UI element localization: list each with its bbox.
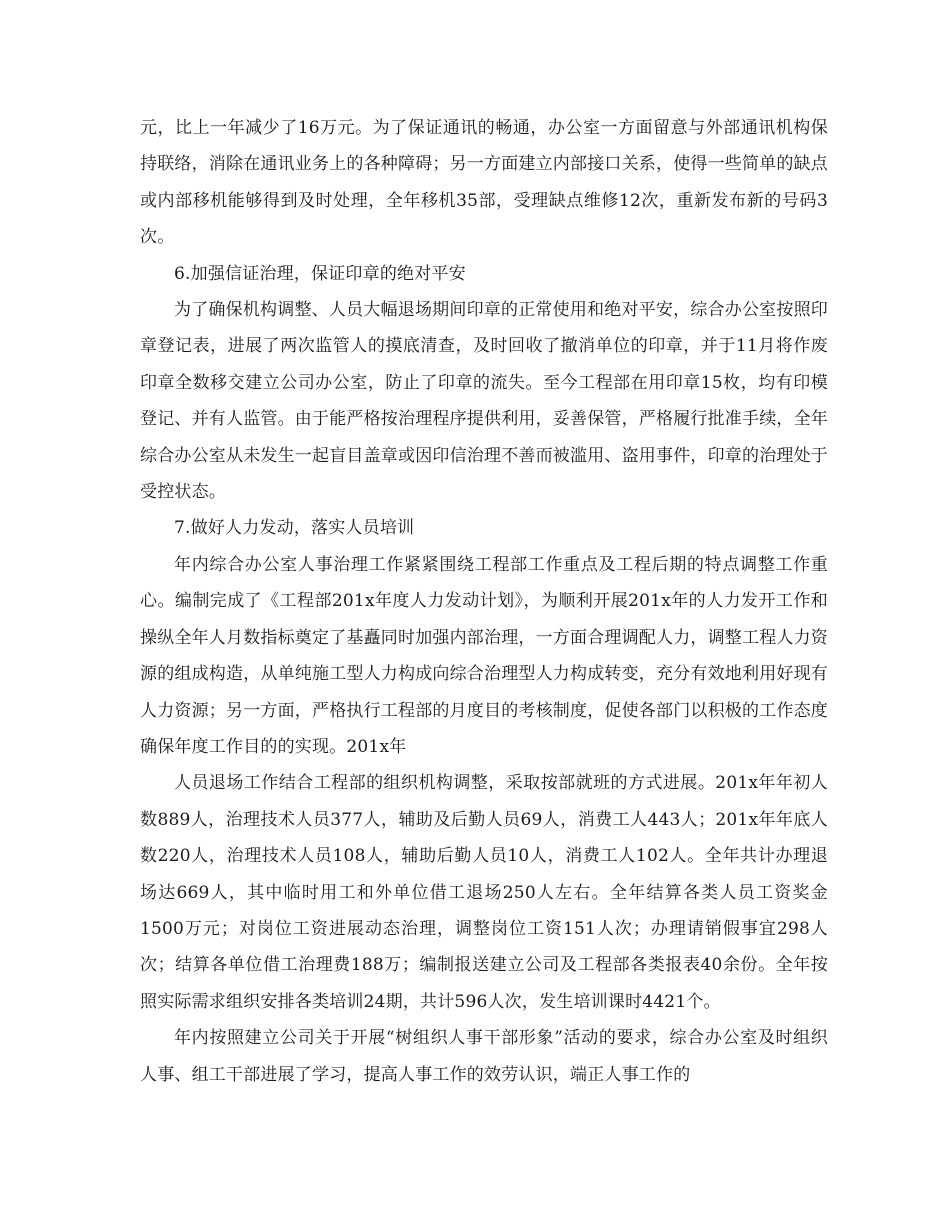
section-heading-staff-training: 7.做好人力发动，落实人员培训	[174, 518, 415, 539]
document-body	[140, 110, 828, 1093]
paragraph-communications: 元，比上一年减少了16万元。为了保证通讯的畅通，办公室一方面留意与外部通讯机构保持联络，消除在通讯业务上的各种障碍；另一方面建立内部接口关系，使得一些简单的缺点或内部移机能够得到及时处理，全年移机35部，受理缺点维修12次，重新发布新的号码3次。	[140, 118, 828, 248]
section-heading-seal-management: 6.加强信证治理，保证印章的绝对平安	[174, 263, 466, 284]
paragraph-hr-planning: 年内综合办公室人事治理工作紧紧围绕工程部工作重点及工程后期的特点调整工作重心。编制完成了《工程部201x年度人力发动计划》，为顺利开展201x年的人力发开工作和操纵全年人月数指标奠定了基矗同时加强内部治理，一方面合理调配人力，调整工程人力资源的组成构造，从单纯施工型人力构成向综合治理型人力构成转变，充分有效地利用好现有人力资源；另一方面，严格执行工程部的月度目的考核制度，促使各部门以积极的工作态度确保年度工作目的的实现。201x年	[140, 554, 828, 757]
paragraph-seal-management: 为了确保机构调整、人员大幅退场期间印章的正常使用和绝对平安，综合办公室按照印章登记表，进展了两次监管人的摸底清查，及时回收了撤消单位的印章，并于11月将作废印章全数移交建立公司办公室，防止了印章的流失。至今工程部在用印章15枚，均有印模登记、并有人监管。由于能严格按治理程序提供利用，妥善保管，严格履行批准手续，全年综合办公室从未发生一起盲目盖章或因印信治理不善而被滥用、盗用事件，印章的治理处于受控状态。	[140, 300, 828, 503]
paragraph-staff-exit: 人员退场工作结合工程部的组织机构调整，采取按部就班的方式进展。201x年年初人数889人，治理技术人员377人，辅助及后勤人员69人，消费工人443人；201x年年底人数220人，治理技术人员108人，辅助后勤人员10人，消费工人102人。全年共计办理退场达669人，其中临时用工和外单位借工退场250人左右。全年结算各类人员工资奖金1500万元；对岗位工资进展动态治理，调整岗位工资151人次；办理请销假事宜298人次；结算各单位借工治理费188万；编制报送建立公司及工程部各类报表40余份。全年按照实际需求组织安排各类培训24期，共计596人次，发生培训课时4421个。	[140, 773, 828, 1012]
paragraph-cadre-image: 年内按照建立公司关于开展“树组织人事干部形象”活动的要求，综合办公室及时组织人事、组工干部进展了学习，提高人事工作的效劳认识，端正人事工作的	[140, 1028, 828, 1085]
